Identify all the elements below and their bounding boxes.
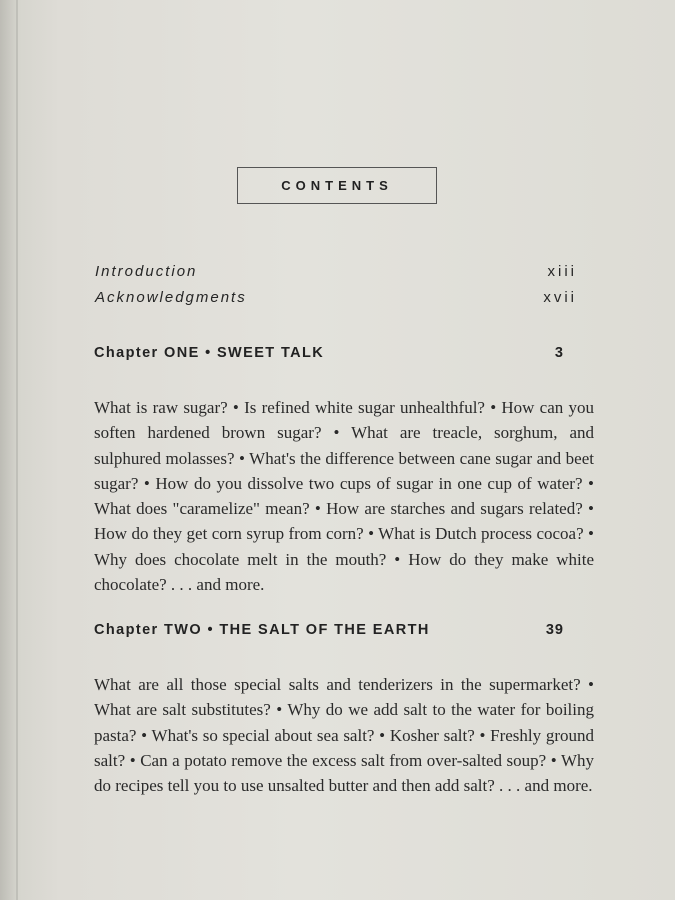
contents-title: CONTENTS xyxy=(237,167,437,204)
chapter-one-description: What is raw sugar? • Is refined white sugar unhealthful? • How can you soften hardened brown sugar? • What are treacle, sorghum, and sulphured molasses? • What's the difference between cane sugar and beet sugar? • How do you dissolve two cups of sugar in one cup of water? • What does "caramelize" mean? • How are starches and sugars related? • How do they get corn syrup from corn? • What is Dutch process cocoa? • Why does chocolate melt in the mouth? • How do they make white chocolate? . . . and more. xyxy=(94,398,594,595)
toc-entry-acknowledgments xyxy=(95,289,577,306)
toc-entry-label: Acknowledgments xyxy=(95,289,247,306)
chapter-page: 3 xyxy=(554,345,564,361)
chapter-page: 39 xyxy=(545,622,564,638)
chapter-one-heading xyxy=(94,345,564,361)
page-gutter xyxy=(16,0,18,900)
chapter-title: Chapter TWO • THE SALT OF THE EARTH xyxy=(94,622,430,638)
chapter-title: Chapter ONE • SWEET TALK xyxy=(94,345,325,361)
chapter-two-heading xyxy=(94,622,564,638)
toc-entry-label: Introduction xyxy=(95,263,198,280)
toc-entry-page: xiii xyxy=(547,263,577,280)
chapter-two-description: What are all those special salts and tenderizers in the supermarket? • What are salt substitutes? • Why do we add salt to the water for boiling pasta? • What's so special about sea salt? • Kosher salt? • Freshly ground salt? • Can a potato remove the excess salt from over-salted soup? • Why do recipes tell you to use unsalted butter and then add salt? . . . and more. xyxy=(94,675,594,796)
toc-entry-introduction xyxy=(95,263,577,280)
toc-entry-page: xvii xyxy=(543,289,577,306)
